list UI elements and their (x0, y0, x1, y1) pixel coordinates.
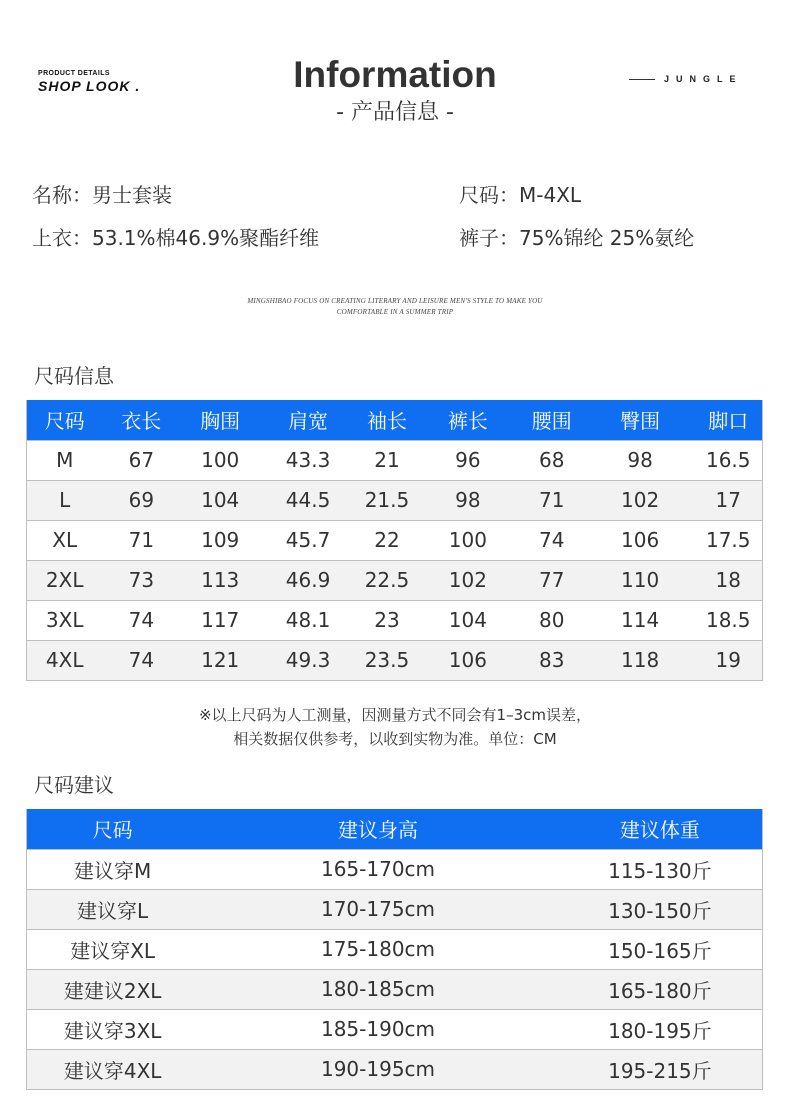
table-row (27, 1049, 763, 1089)
table-cell: 46.9 (260, 560, 356, 600)
measurement-note (0, 703, 790, 751)
table-cell: 43.3 (260, 440, 356, 480)
size-advice-title: 尺码建议 (34, 773, 114, 797)
product-pants-material: 裤子：75%锦纶 25%氨纶 (459, 226, 695, 250)
table-cell: 77 (518, 560, 586, 600)
table-row (27, 929, 763, 969)
jungle-label: JUNGLE (664, 74, 743, 84)
table-cell: 180-185cm (198, 969, 558, 1009)
column-header: 建议身高 (198, 809, 558, 849)
table-cell: L (27, 480, 103, 520)
column-header: 袖长 (356, 400, 418, 440)
table-row (27, 520, 763, 560)
table-cell: 建议穿XL (27, 929, 199, 969)
note-line-2: 相关数据仅供参考，以收到实物为准。单位：CM (233, 730, 557, 748)
column-header: 尺码 (27, 400, 103, 440)
product-name: 名称：男士套装 (32, 183, 172, 207)
table-cell: 45.7 (260, 520, 356, 560)
table-cell: 98 (418, 480, 518, 520)
page-subtitle: - 产品信息 - (336, 100, 454, 125)
table-cell: 建议穿M (27, 849, 199, 889)
table-cell: 17.5 (695, 520, 763, 560)
table-cell: 49.3 (260, 640, 356, 680)
table-cell: 190-195cm (198, 1049, 558, 1089)
table-cell: 22.5 (356, 560, 418, 600)
table-cell: 48.1 (260, 600, 356, 640)
table-cell: 106 (586, 520, 695, 560)
table-cell: 114 (586, 600, 695, 640)
brand-big-label: SHOP LOOK . (38, 78, 141, 94)
table-cell: 18.5 (695, 600, 763, 640)
table-row (27, 889, 763, 929)
table-row (27, 560, 763, 600)
column-header: 尺码 (27, 809, 199, 849)
table-row (27, 640, 763, 680)
table-row (27, 480, 763, 520)
motto-line-2: COMFORTABLE IN A SUMMER TRIP (336, 308, 454, 316)
table-row (27, 969, 763, 1009)
table-cell: 102 (586, 480, 695, 520)
table-cell: 83 (518, 640, 586, 680)
column-header: 裤长 (418, 400, 518, 440)
table-cell: 16.5 (695, 440, 763, 480)
size-info-title: 尺码信息 (34, 364, 114, 388)
table-cell: 74 (518, 520, 586, 560)
table-cell: 3XL (27, 600, 103, 640)
table-cell: 21.5 (356, 480, 418, 520)
column-header: 衣长 (102, 400, 180, 440)
table-cell: 102 (418, 560, 518, 600)
motto-line-1: MINGSHIBAO FOCUS ON CREATING LITERARY AND LEISURE MEN'S STYLE TO MAKE YOU (247, 297, 543, 305)
table-cell: 44.5 (260, 480, 356, 520)
table-cell: 建议穿L (27, 889, 199, 929)
table-cell: 80 (518, 600, 586, 640)
size-info-table (26, 400, 763, 681)
table-cell: 73 (102, 560, 180, 600)
table-cell: 18 (695, 560, 763, 600)
table-cell: 180-195斤 (558, 1009, 763, 1049)
table-row (27, 1009, 763, 1049)
table-cell: 104 (418, 600, 518, 640)
table-cell: 建议穿3XL (27, 1009, 199, 1049)
column-header: 臀围 (586, 400, 695, 440)
table-cell: 117 (180, 600, 260, 640)
table-header-row (27, 400, 763, 440)
table-cell: 109 (180, 520, 260, 560)
table-cell: 71 (102, 520, 180, 560)
table-cell: M (27, 440, 103, 480)
table-row (27, 440, 763, 480)
size-advice-table (26, 809, 763, 1090)
table-cell: 4XL (27, 640, 103, 680)
table-cell: 104 (180, 480, 260, 520)
table-cell: 22 (356, 520, 418, 560)
table-cell: 118 (586, 640, 695, 680)
table-row (27, 849, 763, 889)
table-cell: 130-150斤 (558, 889, 763, 929)
table-cell: 150-165斤 (558, 929, 763, 969)
table-cell: 23 (356, 600, 418, 640)
page-title: Information (293, 54, 497, 95)
table-cell: 74 (102, 640, 180, 680)
column-header: 腰围 (518, 400, 586, 440)
note-line-1: ※以上尺码为人工测量，因测量方式不同会有1–3cm误差， (198, 706, 592, 724)
column-header: 胸围 (180, 400, 260, 440)
table-cell: XL (27, 520, 103, 560)
page-header (0, 52, 790, 128)
table-cell: 21 (356, 440, 418, 480)
table-cell: 建议穿4XL (27, 1049, 199, 1089)
table-cell: 74 (102, 600, 180, 640)
product-top-material: 上衣：53.1%棉46.9%聚酯纤维 (32, 226, 320, 250)
table-cell: 195-215斤 (558, 1049, 763, 1089)
table-cell: 113 (180, 560, 260, 600)
table-cell: 100 (180, 440, 260, 480)
jungle-mark (629, 74, 743, 84)
table-cell: 185-190cm (198, 1009, 558, 1049)
divider-line (629, 79, 655, 80)
table-cell: 17 (695, 480, 763, 520)
table-cell: 69 (102, 480, 180, 520)
table-cell: 96 (418, 440, 518, 480)
column-header: 肩宽 (260, 400, 356, 440)
table-cell: 67 (102, 440, 180, 480)
table-cell: 175-180cm (198, 929, 558, 969)
table-cell: 170-175cm (198, 889, 558, 929)
table-cell: 建建议2XL (27, 969, 199, 1009)
table-cell: 115-130斤 (558, 849, 763, 889)
table-cell: 71 (518, 480, 586, 520)
table-header-row (27, 809, 763, 849)
table-cell: 19 (695, 640, 763, 680)
table-cell: 106 (418, 640, 518, 680)
column-header: 脚口 (695, 400, 763, 440)
table-cell: 165-170cm (198, 849, 558, 889)
brand-motto (195, 296, 595, 318)
product-size-range: 尺码：M-4XL (459, 183, 582, 207)
table-cell: 100 (418, 520, 518, 560)
table-cell: 23.5 (356, 640, 418, 680)
table-cell: 165-180斤 (558, 969, 763, 1009)
table-cell: 121 (180, 640, 260, 680)
brand-small-label: PRODUCT DETAILS (38, 70, 110, 77)
column-header: 建议体重 (558, 809, 763, 849)
table-cell: 98 (586, 440, 695, 480)
table-cell: 110 (586, 560, 695, 600)
table-cell: 2XL (27, 560, 103, 600)
table-row (27, 600, 763, 640)
table-cell: 68 (518, 440, 586, 480)
